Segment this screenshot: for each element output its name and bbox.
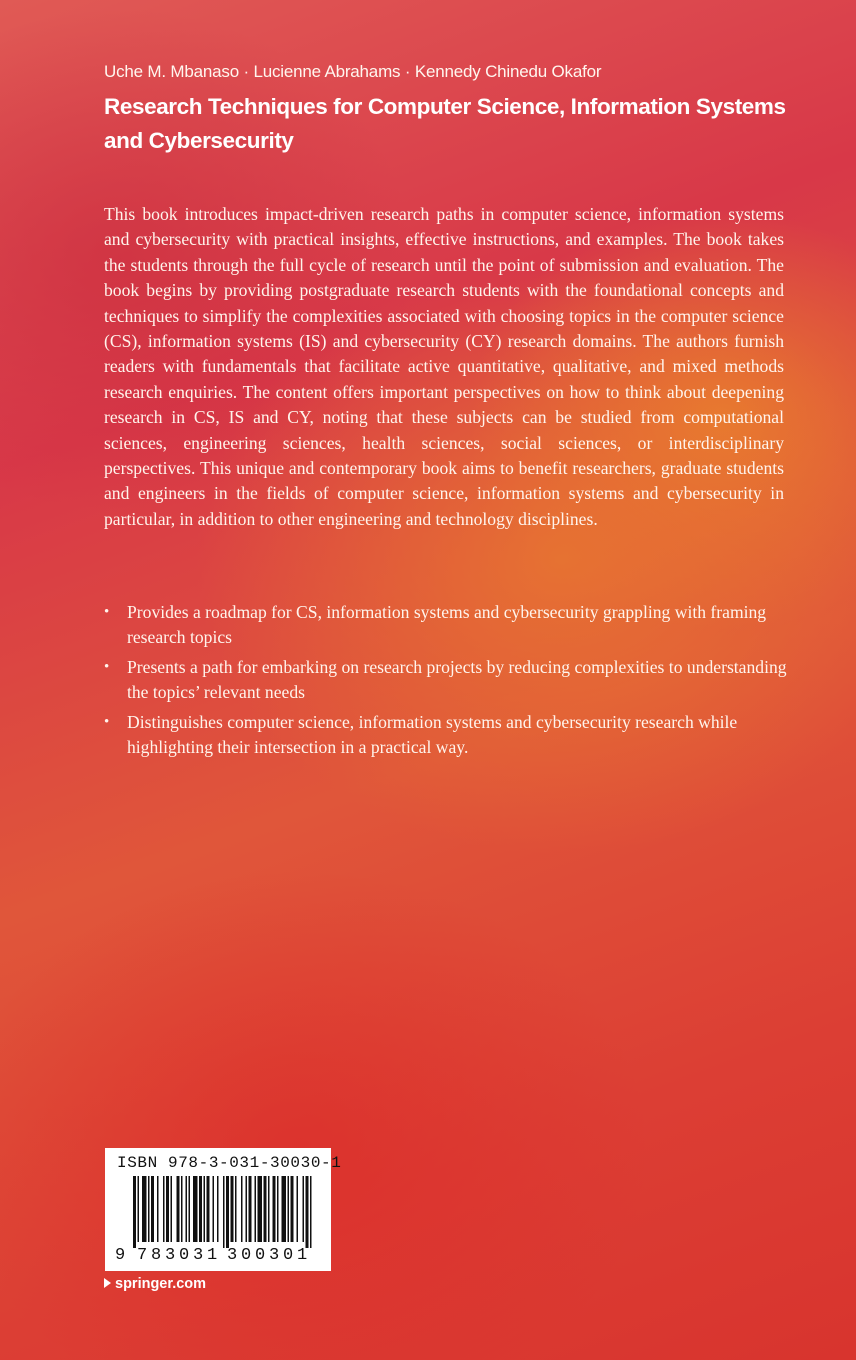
book-description: This book introduces impact-driven research paths in computer science, information systems and cybersecurity with practical insights, effective instructions, and examples. The book takes the students through the full cycle of research until the point of submission and evaluation. The book begins by providing postgraduate research students with the foundational concepts and techniques to simplify the complexities associated with choosing topics in the computer science (CS), information systems (IS) and cybersecurity (CY) research domains. The authors furnish readers with fundamentals that facilitate active quantitative, qualitative, and mixed methods research enquiries. The content offers important perspectives on how to think about deepening research in CS, IS and CY, noting that these subjects can be studied from computational sciences, engineering sciences, health sciences, social sciences, or interdisciplinary perspectives. This unique and contemporary book aims to benefit researchers, graduate students and engineers in the fields of computer science, information systems and cybersecurity in particular, in addition to other engineering and technology disciplines. (104, 204, 784, 529)
feature-item: • Provides a roadmap for CS, information systems and cybersecurity grappling with framing research topics (104, 600, 794, 651)
isbn-barcode (105, 1148, 342, 1271)
barcode-digit: 3 (193, 1246, 204, 1265)
authors-line: Uche M. Mbanaso · Lucienne Abrahams · Kennedy Chinedu Okafor (104, 62, 602, 81)
barcode-digit: 3 (165, 1246, 176, 1265)
publisher-link[interactable] (104, 1276, 206, 1292)
feature-list (104, 600, 794, 764)
barcode-digit: 7 (137, 1246, 148, 1265)
isbn-label: ISBN 978-3-031-30030-1 (117, 1154, 342, 1172)
triangle-arrow-icon (104, 1278, 111, 1288)
feature-item: • Presents a path for embarking on research projects by reducing complexities to understanding the topics’ relevant needs (104, 655, 794, 706)
barcode-bars-icon (133, 1176, 313, 1248)
barcode-digit: 0 (179, 1246, 190, 1265)
barcode-digit: 3 (269, 1246, 280, 1265)
book-title: Research Techniques for Computer Science, Information Systems and Cybersecurity (104, 94, 786, 153)
barcode-digit: 1 (207, 1246, 218, 1265)
barcode-digit: 0 (255, 1246, 266, 1265)
barcode-digit: 9 (115, 1246, 126, 1265)
barcode-digits (115, 1246, 325, 1266)
barcode-digit: 3 (227, 1246, 238, 1265)
barcode-digit: 1 (297, 1246, 308, 1265)
feature-item: • Distinguishes computer science, information systems and cybersecurity research while highlighting their intersection in a practical way. (104, 710, 794, 761)
barcode-digit: 0 (283, 1246, 294, 1265)
publisher-url: springer.com (115, 1276, 207, 1292)
barcode-digit: 8 (151, 1246, 162, 1265)
barcode-digit: 0 (241, 1246, 252, 1265)
